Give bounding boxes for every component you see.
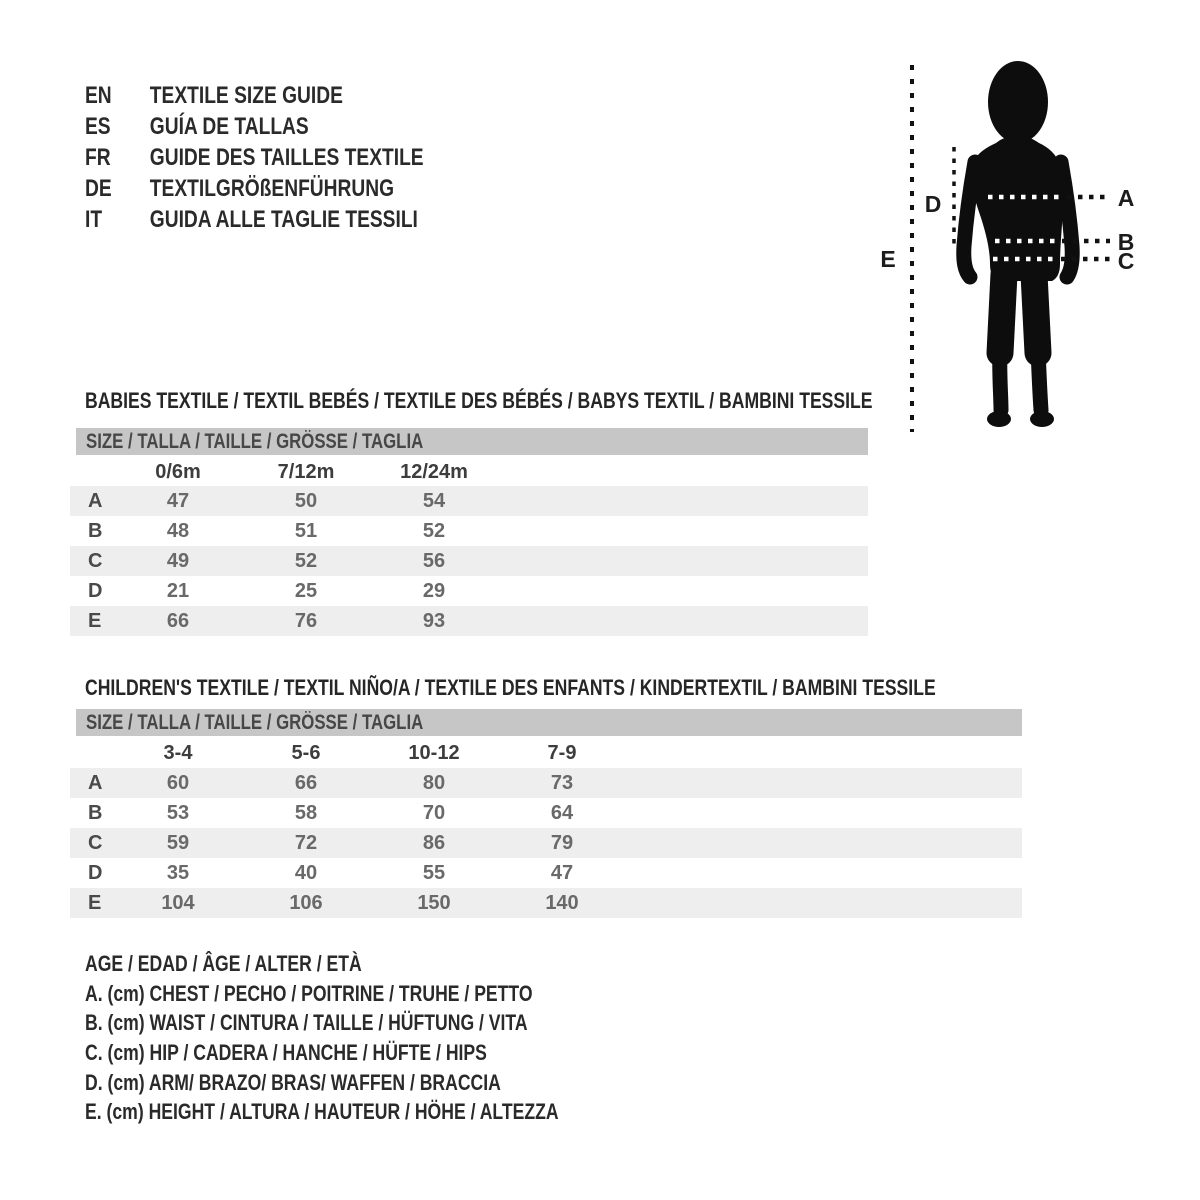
- language-row: [85, 80, 424, 111]
- legend-line-arm: D. (cm) ARM/ BRAZO/ BRAS/ WAFFEN / BRACCIA: [85, 1069, 501, 1095]
- babies-column-header: 7/12m: [277, 461, 335, 483]
- children-table-row: [70, 858, 1022, 888]
- measure-label-c: C: [1117, 248, 1135, 274]
- babies-table-row: [70, 516, 868, 546]
- children-table-row: [70, 828, 1022, 858]
- value-cell: 35: [166, 862, 190, 884]
- row-label: B: [88, 520, 103, 542]
- babies-size-bar: SIZE / TALLA / TAILLE / GRÖSSE / TAGLIA: [76, 428, 868, 455]
- row-label: D: [88, 580, 103, 602]
- language-row: [85, 204, 424, 235]
- measure-label-b: B: [1117, 229, 1135, 255]
- row-label: E: [88, 892, 102, 914]
- row-label: A: [88, 772, 103, 794]
- children-table-row: [70, 768, 1022, 798]
- measure-label-a: A: [1117, 185, 1135, 211]
- language-code: ES: [85, 113, 111, 140]
- row-label: B: [88, 802, 103, 824]
- row-label: C: [88, 550, 103, 572]
- legend-line-chest: A. (cm) CHEST / PECHO / POITRINE / TRUHE / PETTO: [85, 980, 533, 1006]
- value-cell: 56: [422, 550, 446, 572]
- legend-line-age: AGE / EDAD / ÂGE / ALTER / ETÀ: [85, 951, 362, 976]
- babies-table-row: [70, 576, 868, 606]
- measure-label-e: E: [880, 246, 896, 272]
- value-cell: 51: [294, 520, 318, 542]
- row-label: D: [88, 862, 103, 884]
- language-row: [85, 111, 424, 142]
- babies-column-header-row: [70, 458, 868, 486]
- value-cell: 76: [294, 610, 318, 632]
- language-list: [85, 80, 508, 235]
- children-column-header: 7-9: [547, 742, 577, 764]
- value-cell: 50: [294, 490, 318, 512]
- children-column-header: 10-12: [408, 742, 460, 764]
- value-cell: 58: [294, 802, 318, 824]
- row-label: C: [88, 832, 103, 854]
- value-cell: 104: [161, 892, 195, 914]
- value-cell: 52: [422, 520, 446, 542]
- language-label: TEXTILE SIZE GUIDE: [149, 82, 343, 109]
- language-row: [85, 142, 424, 173]
- value-cell: 47: [166, 490, 190, 512]
- row-label: E: [88, 610, 102, 632]
- value-cell: 66: [294, 772, 318, 794]
- language-label: GUIDA ALLE TAGLIE TESSILI: [149, 206, 418, 233]
- value-cell: 54: [422, 490, 446, 512]
- children-size-bar: SIZE / TALLA / TAILLE / GRÖSSE / TAGLIA: [76, 709, 1022, 736]
- value-cell: 49: [166, 550, 190, 572]
- measure-label-d: D: [924, 191, 942, 217]
- measurement-figure: [860, 50, 1200, 442]
- value-cell: 73: [550, 772, 574, 794]
- value-cell: 40: [294, 862, 318, 884]
- row-label: A: [88, 490, 103, 512]
- babies-table-row: [70, 606, 868, 636]
- legend-line-hip: C. (cm) HIP / CADERA / HANCHE / HÜFTE / HIPS: [85, 1040, 487, 1066]
- value-cell: 93: [422, 610, 446, 632]
- value-cell: 86: [422, 832, 446, 854]
- value-cell: 52: [294, 550, 318, 572]
- value-cell: 59: [166, 832, 190, 854]
- babies-section-heading: BABIES TEXTILE / TEXTIL BEBÉS / TEXTILE DES BÉBÉS / BABYS TEXTIL / BAMBINI TESSILE: [85, 388, 873, 413]
- babies-table-row: [70, 486, 868, 516]
- value-cell: 29: [422, 580, 446, 602]
- babies-table-row: [70, 546, 868, 576]
- language-label: GUIDE DES TAILLES TEXTILE: [149, 144, 424, 171]
- value-cell: 25: [294, 580, 318, 602]
- value-cell: 70: [422, 802, 446, 824]
- value-cell: 21: [166, 580, 190, 602]
- children-column-header: 3-4: [163, 742, 193, 764]
- value-cell: 60: [166, 772, 190, 794]
- value-cell: 48: [166, 520, 190, 542]
- children-section-heading: CHILDREN'S TEXTILE / TEXTIL NIÑO/A / TEXTILE DES ENFANTS / KINDERTEXTIL / BAMBINI TESSILE: [85, 675, 936, 700]
- measurement-legend: [85, 949, 677, 1127]
- language-label: GUÍA DE TALLAS: [149, 113, 309, 140]
- babies-column-header: 12/24m: [400, 461, 468, 483]
- legend-line-waist: B. (cm) WAIST / CINTURA / TAILLE / HÜFTUNG / VITA: [85, 1010, 528, 1036]
- child-silhouette-icon: [964, 61, 1073, 427]
- children-column-header: 5-6: [291, 742, 321, 764]
- children-table-row: [70, 888, 1022, 918]
- value-cell: 66: [166, 610, 190, 632]
- value-cell: 55: [422, 862, 446, 884]
- babies-column-header: 0/6m: [155, 461, 201, 483]
- value-cell: 106: [289, 892, 323, 914]
- language-code: IT: [85, 206, 103, 233]
- value-cell: 72: [294, 832, 318, 854]
- value-cell: 47: [550, 862, 574, 884]
- legend-line-height: E. (cm) HEIGHT / ALTURA / HAUTEUR / HÖHE / ALTEZZA: [85, 1099, 559, 1125]
- children-table-row: [70, 798, 1022, 828]
- children-column-header-row: [70, 739, 1022, 767]
- value-cell: 80: [422, 772, 446, 794]
- language-label: TEXTILGRÖßENFÜHRUNG: [149, 175, 395, 202]
- value-cell: 79: [550, 832, 574, 854]
- value-cell: 150: [417, 892, 451, 914]
- value-cell: 140: [545, 892, 579, 914]
- language-code: FR: [85, 144, 111, 171]
- value-cell: 53: [166, 802, 190, 824]
- language-code: DE: [85, 175, 112, 202]
- value-cell: 64: [550, 802, 574, 824]
- language-row: [85, 173, 424, 204]
- language-code: EN: [85, 82, 112, 109]
